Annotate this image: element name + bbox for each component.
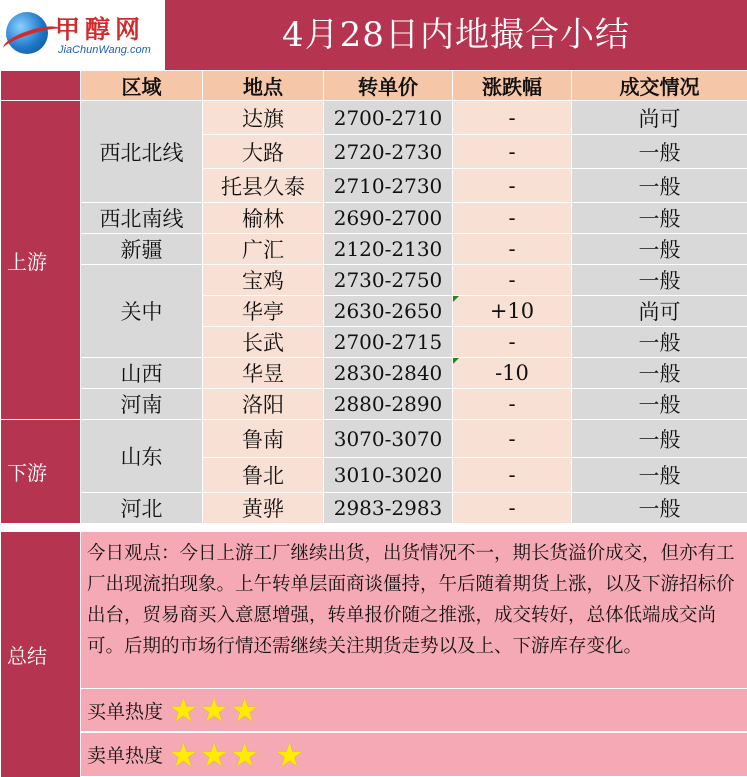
price-cell: 3010-3020	[324, 458, 453, 493]
deal-cell: 一般	[572, 458, 747, 493]
price-cell: 2630-2650	[324, 296, 453, 327]
price-cell: 2690-2700	[324, 203, 453, 234]
deal-cell: 一般	[572, 389, 747, 420]
deal-cell: 一般	[572, 420, 747, 458]
page-title: 4月28日内地撮合小结	[282, 15, 630, 55]
header-location: 地点	[203, 71, 324, 101]
deal-cell: 尚可	[572, 296, 747, 327]
logo-english: JiaChunWang.com	[58, 44, 151, 56]
region-shandong: 山东	[81, 420, 203, 493]
change-cell: -	[453, 265, 572, 296]
buy-heat-label: 买单热度	[87, 700, 164, 723]
price-cell: 2730-2750	[324, 265, 453, 296]
location-cell: 宝鸡	[203, 265, 324, 296]
deal-cell: 一般	[572, 327, 747, 358]
star-icon: ★	[199, 691, 229, 729]
sell-heat-label: 卖单热度	[87, 745, 164, 767]
star-icon: ★	[230, 735, 260, 774]
region-xibei-bei: 西北北线	[81, 101, 203, 203]
deal-cell: 一般	[572, 234, 747, 265]
region-xibei-nan: 西北南线	[81, 203, 203, 234]
price-cell: 2830-2840	[324, 358, 453, 389]
price-cell: 2983-2983	[324, 493, 453, 524]
price-cell: 2700-2715	[324, 327, 453, 358]
location-cell: 华昱	[203, 358, 324, 389]
price-cell: 2880-2890	[324, 389, 453, 420]
location-cell: 华亭	[203, 296, 324, 327]
deal-cell: 一般	[572, 265, 747, 296]
change-cell	[453, 296, 572, 327]
change-cell: -	[453, 493, 572, 524]
region-xinjiang: 新疆	[81, 234, 203, 265]
location-cell: 洛阳	[203, 389, 324, 420]
change-cell: -	[453, 327, 572, 358]
change-cell: -	[453, 203, 572, 234]
region-hebei: 河北	[81, 493, 203, 524]
region-henan: 河南	[81, 389, 203, 420]
price-cell: 3070-3070	[324, 420, 453, 458]
sell-heat-row	[81, 733, 747, 777]
deal-cell: 一般	[572, 135, 747, 169]
location-cell: 大路	[203, 135, 324, 169]
star-icon: ★	[230, 691, 260, 729]
deal-cell: 一般	[572, 169, 747, 203]
header-region: 区域	[81, 71, 203, 101]
region-shanxi: 山西	[81, 358, 203, 389]
group-summary: 总结	[0, 532, 80, 777]
price-cell: 2120-2130	[324, 234, 453, 265]
location-cell: 广汇	[203, 234, 324, 265]
deal-cell: 一般	[572, 358, 747, 389]
logo	[0, 0, 165, 70]
header-bar	[0, 0, 747, 71]
change-value: -10	[495, 361, 529, 385]
price-table	[0, 71, 747, 524]
change-cell: -	[453, 169, 572, 203]
sell-heat-stars	[169, 735, 306, 774]
header-price: 转单价	[324, 71, 453, 101]
deal-cell: 尚可	[572, 101, 747, 135]
star-icon: ★	[199, 735, 229, 774]
logo-chinese: 甲醇网	[55, 15, 146, 44]
location-cell: 鲁北	[203, 458, 324, 493]
location-cell: 长武	[203, 327, 324, 358]
location-cell: 鲁南	[203, 420, 324, 458]
summary-text: 今日观点：今日上游工厂继续出货，出货情况不一，期长货溢价成交，但亦有工厂出现流拍现象。上午转单层面商谈僵持，午后随着期货上涨，以及下游招标价出台，贸易商买入意愿增强，转单报价随之推涨，成交转好，总体低端成交尚可。后期的市场行情还需继续关注期货走势以及上、下游库存变化。	[81, 532, 747, 689]
buy-heat-stars	[169, 691, 261, 729]
location-cell: 黄骅	[203, 493, 324, 524]
price-cell: 2700-2710	[324, 101, 453, 135]
star-icon: ★	[169, 735, 198, 774]
change-cell: -	[453, 135, 572, 169]
change-cell: -	[453, 389, 572, 420]
star-icon: ★	[275, 735, 304, 774]
price-cell: 2710-2730	[324, 169, 453, 203]
change-cell: -	[453, 420, 572, 458]
price-cell: 2720-2730	[324, 135, 453, 169]
header-deal: 成交情况	[572, 71, 747, 101]
group-upstream: 上游	[1, 101, 81, 420]
buy-heat-row	[81, 689, 747, 732]
deal-cell: 一般	[572, 203, 747, 234]
deal-cell: 一般	[572, 493, 747, 524]
header-change: 涨跌幅	[453, 71, 572, 101]
change-cell: -	[453, 101, 572, 135]
location-cell: 托县久泰	[203, 169, 324, 203]
corner-cell	[1, 71, 81, 101]
region-guanzhong: 关中	[81, 265, 203, 358]
location-cell: 榆林	[203, 203, 324, 234]
location-cell: 达旗	[203, 101, 324, 135]
comment-marker-icon	[453, 296, 459, 302]
comment-marker-icon	[453, 358, 459, 364]
change-value: +10	[489, 299, 535, 323]
change-cell	[453, 358, 572, 389]
star-icon: ★	[169, 691, 198, 729]
change-cell: -	[453, 234, 572, 265]
group-downstream: 下游	[1, 420, 81, 524]
change-cell: -	[453, 458, 572, 493]
